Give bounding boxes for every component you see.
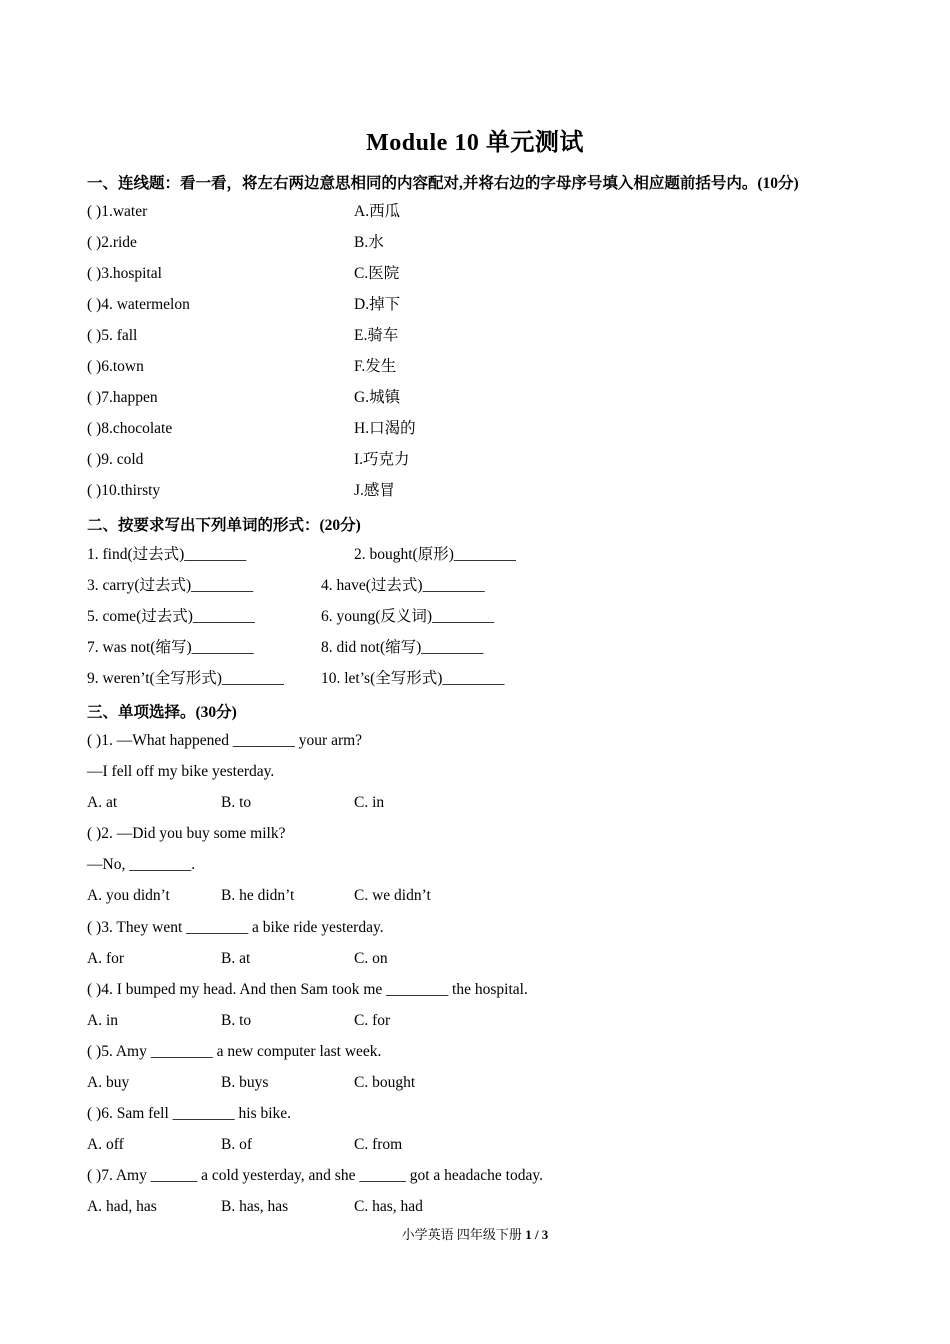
option-b: B. buys: [221, 1074, 269, 1091]
match-right-item: E.骑车: [354, 327, 399, 344]
option-a: A. off: [87, 1136, 124, 1153]
option-a: A. for: [87, 950, 125, 967]
option-b: B. he didn’t: [221, 887, 295, 904]
question-stem: ( )2. —Did you buy some milk?: [87, 825, 286, 842]
option-a: A. you didn’t: [87, 887, 170, 904]
option-c: C. bought: [354, 1074, 416, 1091]
question-stem: ( )4. I bumped my head. And then Sam took me ________ the hospital.: [87, 981, 528, 998]
match-right-item: C.医院: [354, 265, 400, 282]
match-right-item: J.感冒: [354, 482, 395, 499]
word-form-item: 9. weren’t(全写形式)________: [87, 670, 284, 687]
match-right-item: G.城镇: [354, 389, 401, 406]
option-a: A. at: [87, 794, 118, 811]
word-form-item: 1. find(过去式)________: [87, 546, 247, 563]
question-dialog-line: —I fell off my bike yesterday.: [87, 763, 275, 780]
question-stem: ( )1. —What happened ________ your arm?: [87, 732, 363, 749]
word-form-item: 4. have(过去式)________: [321, 577, 485, 594]
match-left-item: ( )6.town: [87, 358, 144, 375]
option-c: C. for: [354, 1012, 391, 1029]
option-b: B. of: [221, 1136, 252, 1153]
match-left-item: ( )9. cold: [87, 451, 144, 468]
word-form-item: 2. bought(原形)________: [354, 546, 516, 563]
match-left-item: ( )8.chocolate: [87, 420, 173, 437]
match-left-item: ( )2.ride: [87, 234, 137, 251]
word-form-item: 7. was not(缩写)________: [87, 639, 254, 656]
match-right-item: F.发生: [354, 358, 397, 375]
option-c: C. from: [354, 1136, 403, 1153]
option-c: C. in: [354, 794, 385, 811]
option-c: C. on: [354, 950, 388, 967]
match-left-item: ( )3.hospital: [87, 265, 162, 282]
section-3-heading: 三、单项选择。(30分): [87, 704, 237, 721]
match-right-item: B.水: [354, 234, 384, 251]
match-left-item: ( )5. fall: [87, 327, 138, 344]
match-right-item: D.掉下: [354, 296, 401, 313]
question-stem: ( )7. Amy ______ a cold yesterday, and she ______ got a headache today.: [87, 1167, 543, 1184]
section-2-heading: 二、按要求写出下列单词的形式：(20分): [87, 517, 361, 534]
question-stem: ( )5. Amy ________ a new computer last week.: [87, 1043, 382, 1060]
match-right-item: I.巧克力: [354, 451, 410, 468]
option-c: C. we didn’t: [354, 887, 431, 904]
match-left-item: ( )1.water: [87, 203, 148, 220]
match-left-item: ( )7.happen: [87, 389, 158, 406]
option-b: B. to: [221, 794, 252, 811]
option-a: A. had, has: [87, 1198, 157, 1215]
match-right-item: A.西瓜: [354, 203, 401, 220]
question-stem: ( )3. They went ________ a bike ride yesterday.: [87, 919, 384, 936]
option-a: A. in: [87, 1012, 118, 1029]
page-number: 1 / 3: [525, 1227, 549, 1242]
question-dialog-line: —No, ________.: [87, 856, 196, 873]
option-c: C. has, had: [354, 1198, 423, 1215]
match-right-item: H.口渴的: [354, 420, 416, 437]
word-form-item: 10. let’s(全写形式)________: [321, 670, 505, 687]
option-a: A. buy: [87, 1074, 130, 1091]
word-form-item: 6. young(反义词)________: [321, 608, 495, 625]
page-footer: [0, 1224, 950, 1243]
match-left-item: ( )10.thirsty: [87, 482, 161, 499]
match-left-item: ( )4. watermelon: [87, 296, 190, 313]
footer-text: 小学英语 四年级下册: [401, 1227, 526, 1242]
question-stem: ( )6. Sam fell ________ his bike.: [87, 1105, 292, 1122]
word-form-item: 3. carry(过去式)________: [87, 577, 254, 594]
section-1-heading: 一、连线题：看一看，将左右两边意思相同的内容配对,并将右边的字母序号填入相应题前括号内。(10分): [87, 175, 799, 192]
word-form-item: 8. did not(缩写)________: [321, 639, 484, 656]
page-title: Module 10 单元测试: [366, 130, 584, 156]
option-b: B. has, has: [221, 1198, 289, 1215]
option-b: B. at: [221, 950, 251, 967]
word-form-item: 5. come(过去式)________: [87, 608, 255, 625]
option-b: B. to: [221, 1012, 252, 1029]
